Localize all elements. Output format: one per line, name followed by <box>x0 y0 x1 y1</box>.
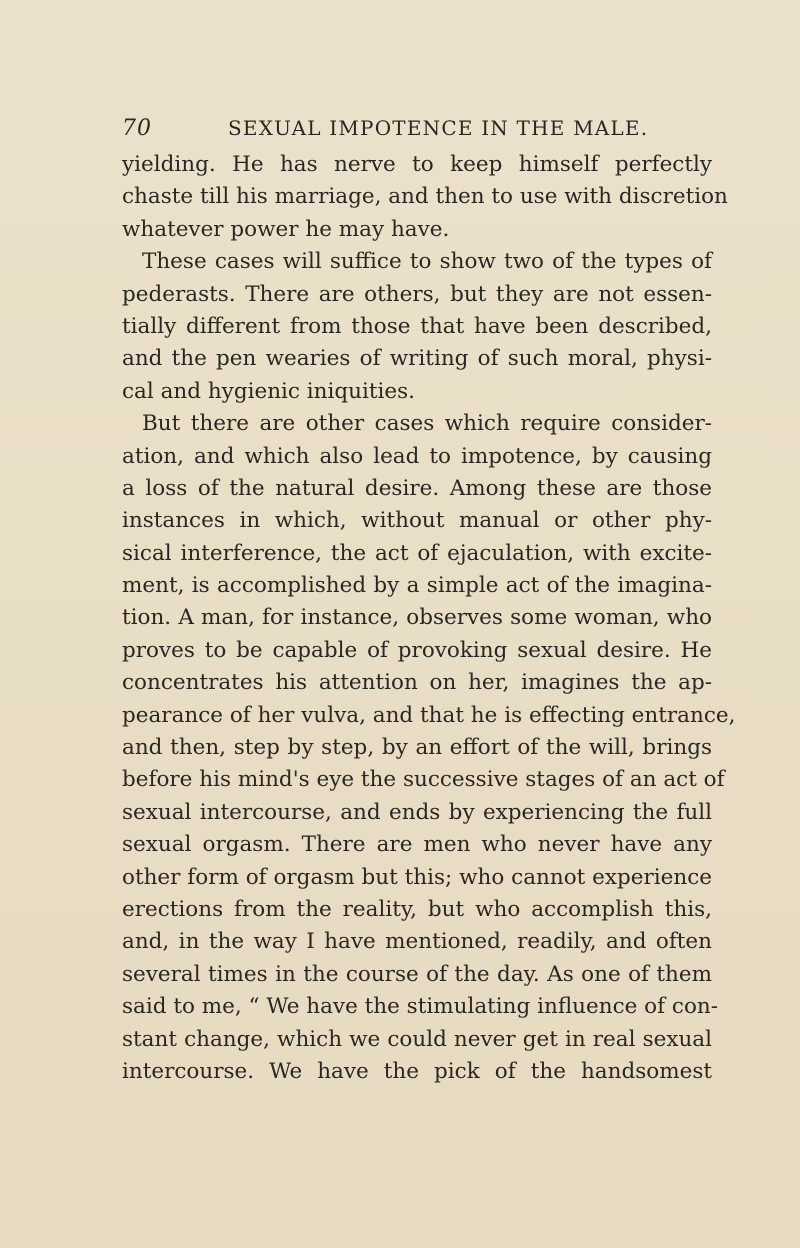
text-line: chaste till his marriage, and then to use with discretion <box>122 184 728 210</box>
text-line: before his mind's eye the successive stages of an act of <box>122 767 725 793</box>
page-header <box>122 116 702 144</box>
text-line: sexual orgasm. There are men who never have any <box>122 832 712 858</box>
text-line: concentrates his attention on her, imagines the ap- <box>122 670 712 696</box>
running-head: SEXUAL IMPOTENCE IN THE MALE. <box>228 116 649 140</box>
text-line: whatever power he may have. <box>122 216 450 242</box>
text-line: intercourse. We have the pick of the handsomest <box>122 1058 712 1084</box>
text-line: and the pen wearies of writing of such moral, physi- <box>122 346 712 372</box>
text-line: sical interference, the act of ejaculation, with excite- <box>122 540 712 566</box>
text-line: ment, is accomplished by a simple act of the imagina- <box>122 573 712 599</box>
page-number: 70 <box>122 116 152 141</box>
text-line: sexual intercourse, and ends by experiencing the full <box>122 799 712 825</box>
text-line: and then, step by step, by an effort of the will, brings <box>122 735 712 761</box>
text-line: instances in which, without manual or other phy- <box>122 508 712 534</box>
text-line: But there are other cases which require consider- <box>142 411 712 437</box>
text-line: cal and hygienic iniquities. <box>122 378 415 404</box>
text-line: proves to be capable of provoking sexual desire. He <box>122 637 712 663</box>
text-line: These cases will suffice to show two of the types of <box>142 249 712 275</box>
text-line: several times in the course of the day. As one of them <box>122 961 712 987</box>
text-line: ation, and which also lead to impotence, by causing <box>122 443 712 469</box>
text-line: stant change, which we could never get in real sexual <box>122 1026 712 1052</box>
text-line: tion. A man, for instance, observes some woman, who <box>122 605 712 631</box>
text-line: pederasts. There are others, but they are not essen- <box>122 281 712 307</box>
text-line: pearance of her vulva, and that he is effecting entrance, <box>122 702 736 728</box>
text-line: tially different from those that have been described, <box>122 313 712 339</box>
text-line: and, in the way I have mentioned, readily, and often <box>122 929 712 955</box>
text-line: a loss of the natural desire. Among these are those <box>122 475 712 501</box>
text-line: other form of orgasm but this; who cannot experience <box>122 864 712 890</box>
text-line: yielding. He has nerve to keep himself perfectly <box>122 152 712 177</box>
text-line: erections from the reality, but who accomplish this, <box>122 896 712 922</box>
text-line: said to me, “ We have the stimulating influence of con- <box>122 994 719 1020</box>
body-text <box>122 149 736 1088</box>
